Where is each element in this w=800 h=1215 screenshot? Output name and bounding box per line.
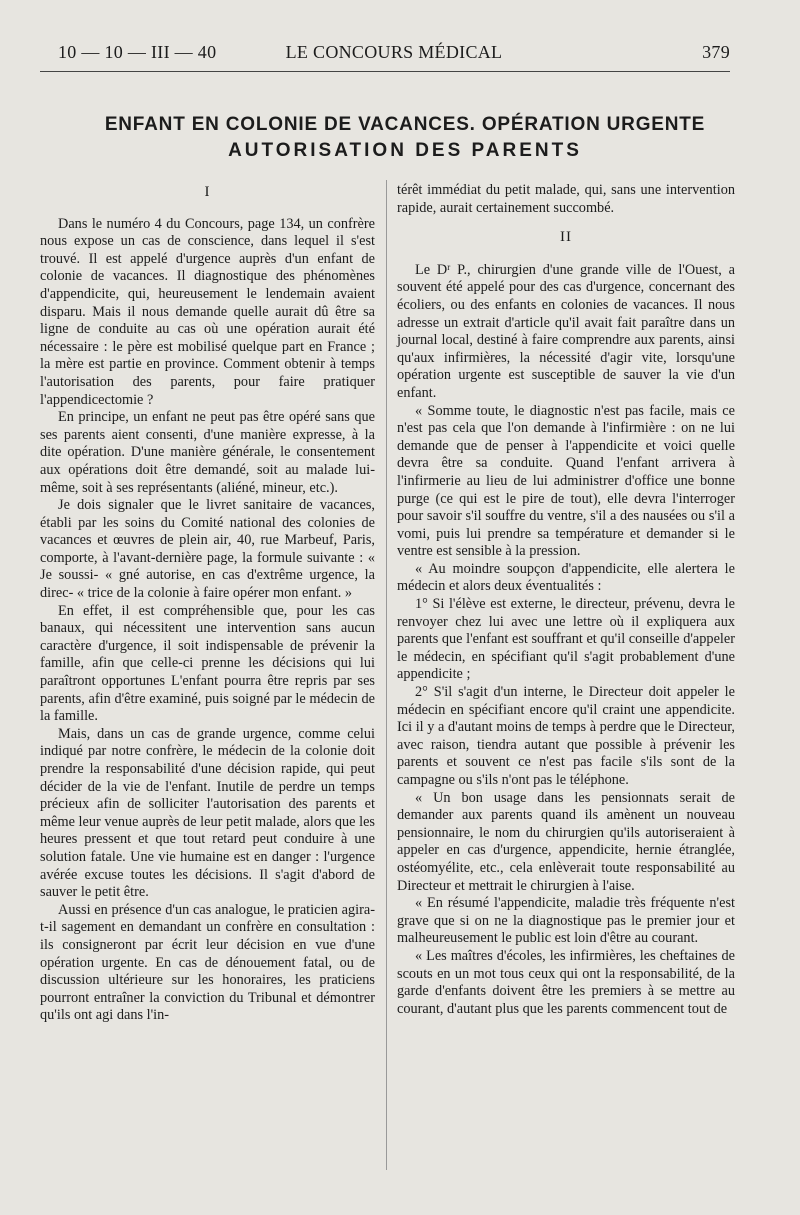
paragraph: Aussi en présence d'un cas analogue, le praticien agira-t-il sagement en demandant un confrère en consultation : ils consigneront par écrit leur décision en vue d'une opération urgente. En cas de dénouement fatal, ou de discussion ultérieure sur les honoraires, les praticiens pourront entraîner la conviction du Tribunal et démontrer qu'ils ont agi dans l'in- (40, 901, 375, 1024)
paragraph: « Un bon usage dans les pensionnats serait de demander aux parents quand ils amènent un nouveau pensionnaire, le nom du chirurgien qu'ils autoriseraient à appeler en cas d'urgence, appendicite, hernie étranglée, ostéomyélite, etc., cela enlèverait toute responsabilité au Directeur et mettrait le chirurgien à l'aise. (397, 789, 735, 894)
paragraph: « Somme toute, le diagnostic n'est pas facile, mais ce n'est pas cela que l'on demande à l'infirmière : on ne lui demande que de penser à l'appendicite et voici quelle devra être sa conduite. Quand l'enfant arrivera à l'infirmerie au lieu de lui administrer d'office une bonne purge (ce qui est le pire de tout), elle devra l'interroger pour savoir s'il souffre du ventre, s'il a des nausées ou s'il a vomi, puis lui prendre sa température et demander si le ventre est sensible à la pression. (397, 402, 735, 560)
section-numeral-1: I (204, 184, 211, 200)
issue-date: 10 — 10 — III — 40 (58, 42, 217, 62)
paragraph (397, 259, 735, 403)
page-number: 379 (702, 42, 730, 62)
paragraph: Mais, dans un cas de grande urgence, comme celui indiqué par notre confrère, le médecin de la colonie doit prendre la responsabilité d'une décision rapide, qui peut décider de la vie de l'enfant. Inutile de perdre un temps précieux afin de solliciter l'autorisation des parents et même leur venue auprès de leur petit malade, alors que les heures pressent et que tout retard peut conduire à une solution fatale. Une vie humaine est en danger : l'urgence avérée excuse toutes les décisions. Il s'agit d'abord de sauver le petit être. (40, 725, 375, 901)
paragraph: « Les maîtres d'écoles, les infirmières, les cheftaines de scouts en un mot tous ceux qui ont la responsabilité, de la garde d'enfants doivent être les premiers à se mettre au courant, d'autant plus que les parents commencent tout de (397, 947, 735, 1017)
paragraph: 2° S'il s'agit d'un interne, le Directeur doit appeler le médecin en spécifiant encore qu'il craint une appendicite. Ici il y a d'autant moins de temps à perdre que le Directeur, avec raison, tiendra autant que possible à prévenir les parents et souvent ce n'est pas facile s'ils sont de la campagne ou s'ils n'ont pas le téléphone. (397, 684, 735, 788)
paragraph: 1° Si l'élève est externe, le directeur, prévenu, devra le renvoyer chez lui avec une lettre où il expliquera aux parents que l'enfant est souffrant et qu'il conseille d'appeler le médecin, en spécifiant qu'il s'agit probablement d'une appendicite ; (397, 596, 735, 683)
title-line-1: ENFANT EN COLONIE DE VACANCES. OPÉRATION URGENTE (104, 114, 706, 135)
text-run: P., chirurgien d'une grande ville de l'Ouest, a souvent été appelé pour des cas d'urgence, concernant des écoliers, ou des enfants en colonies de vacances. Il nous adresse un extrait d'article qu'il avait fait paraître dans un journal local, destiné à faire comprendre aux parents, ainsi qu'aux infirmières, la nécessité d'agir vite, lorsqu'une opération urgente est susceptible de sauver la vie d'un enfant. (397, 261, 735, 401)
article-title (40, 112, 770, 164)
right-column (397, 182, 735, 1018)
paragraph: Je dois signaler que le livret sanitaire de vacances, établi par les soins du Comité national des colonies de vacances et œuvres de plein air, 40, rue Marbeuf, Paris, comporte, à l'avant-dernière page, la formule suivante : « Je soussi- « gné autorise, en cas d'extrême urgence, la direc- « trice de la colonie à faire opérer mon enfant. » (40, 497, 375, 602)
superscript: r (447, 261, 451, 272)
header-rule (40, 71, 730, 72)
paragraph: « Au moindre soupçon d'appendicite, elle alertera le médecin et alors deux éventualités : (397, 560, 735, 595)
journal-name: LE CONCOURS MÉDICAL (285, 42, 503, 62)
paragraph-continuation: térêt immédiat du petit malade, qui, sans une intervention rapide, aurait certainement succombé. (397, 182, 735, 216)
paragraph: En principe, un enfant ne peut pas être opéré sans que ses parents aient consenti, d'une manière expresse, à la dite opération. D'une manière générale, le consentement aux opérations doit être demandé, soit au malade lui-même, soit à ses représentants (aliéné, mineur, etc.). (40, 409, 375, 496)
running-head (58, 42, 730, 70)
paragraph: Dans le numéro 4 du Concours, page 134, un confrère nous expose un cas de conscience, dans lequel il s'est trouvé. Il est appelé d'urgence auprès d'un enfant de colonie de vacances. Il diagnostique des phénomènes d'appendicite, qui, heureusement le lendemain avaient disparu. Mais il nous demande quelle aurait dû être sa ligne de conduite au cas où une opération aurait été nécessaire : le père est mobilisé quelque part en France ; la mère est partie en province. Comment obtenir à temps l'autorisation des parents, pour faire pratiquer l'appendicectomie ? (40, 215, 375, 408)
paragraph: En effet, il est compréhensible que, pour les cas banaux, qui nécessitent une intervention sans aucun caractère d'urgence, il soit indispensable de prévenir la famille, afin que celle-ci prenne les décisions qui lui paraîtront opportunes L'enfant pourra être repris par ses parents, afin d'être examiné, puis soigné par le médecin de la famille. (40, 602, 375, 725)
left-column (40, 182, 375, 1025)
column-divider (386, 180, 387, 1170)
title-line-2: AUTORISATION DES PARENTS (228, 140, 582, 161)
text-run: Le D (415, 261, 448, 278)
section-numeral-2: II (560, 229, 572, 246)
paragraph: « En résumé l'appendicite, maladie très fréquente n'est grave que si on ne la diagnostique pas le premier jour et malheureusement le public est loin d'être au courant. (397, 895, 735, 947)
